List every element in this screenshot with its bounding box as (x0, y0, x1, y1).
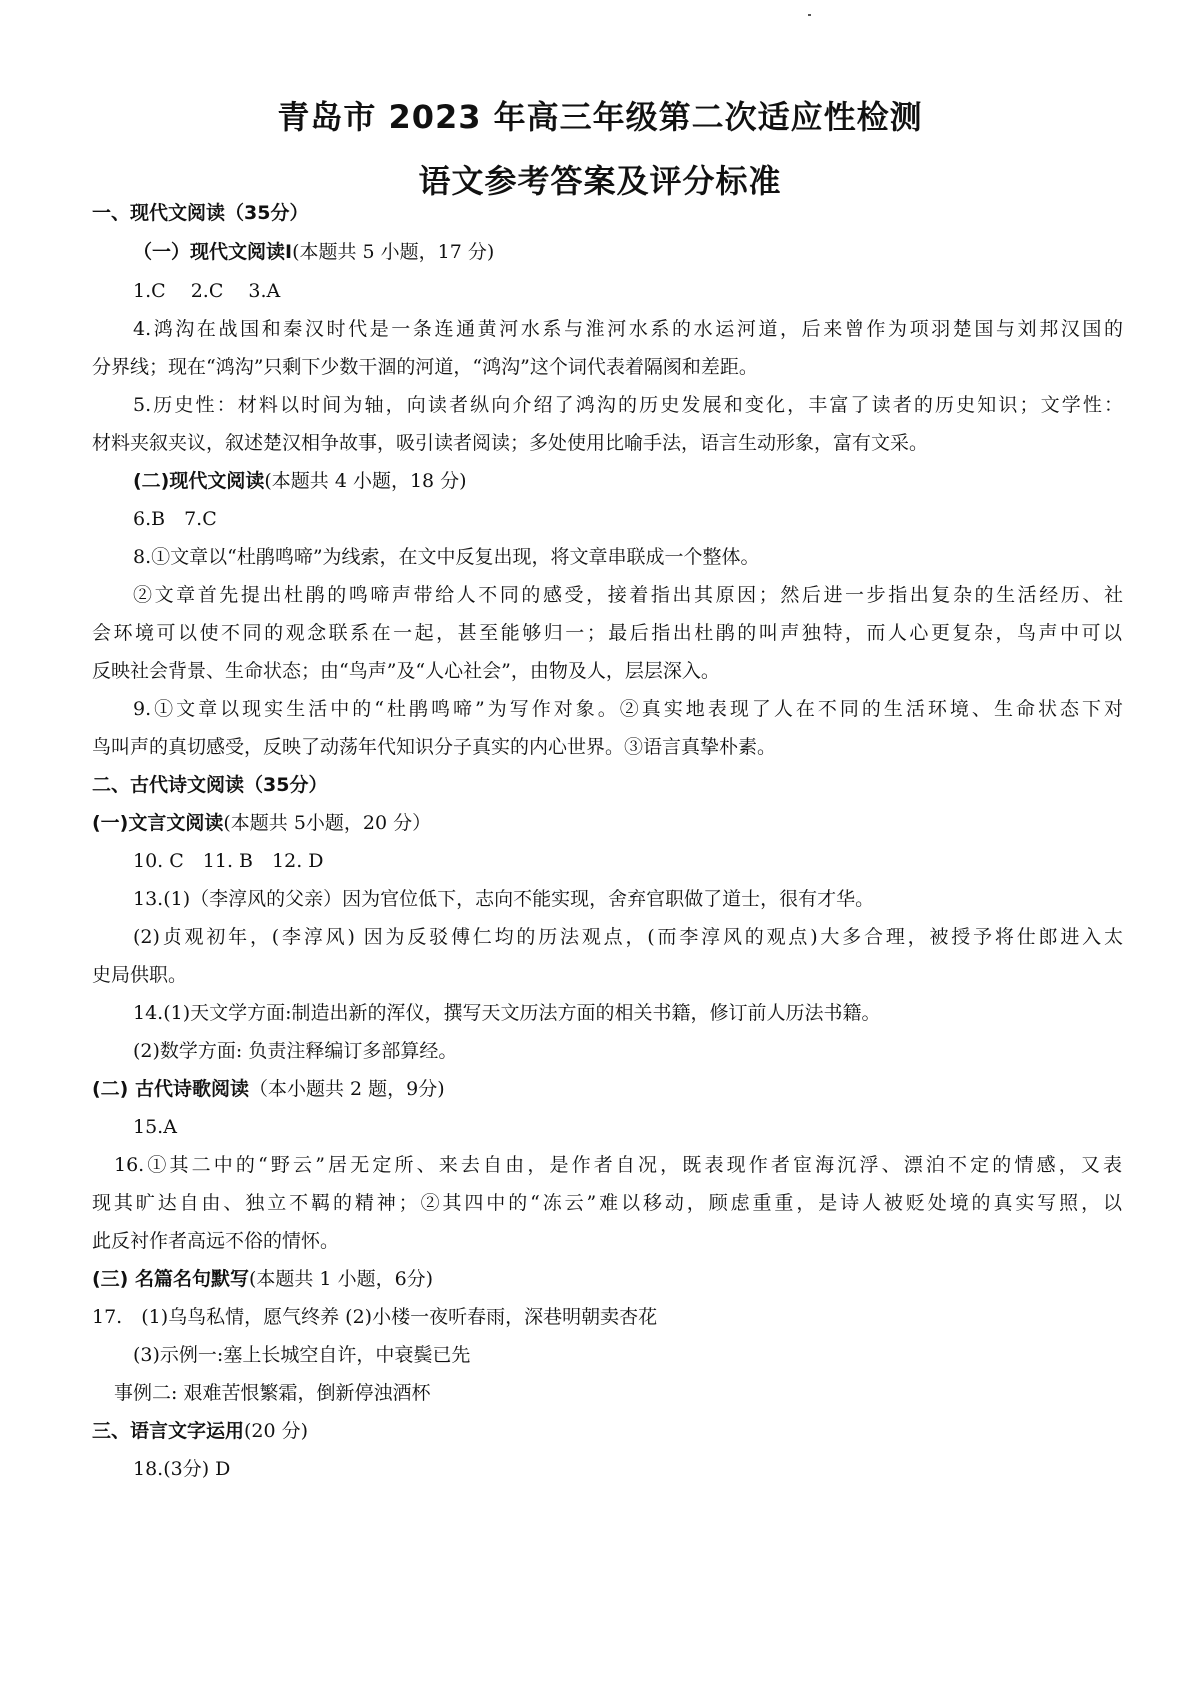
answer-17-line-2: (3)示例一:塞上长城空自许，中衰鬓已先 (133, 1344, 471, 1366)
answer-8-line-3: 会环境可以使不同的观念联系在一起，甚至能够归一；最后指出杜鹃的叫声独特，而人心更复杂，鸟声中可以 (92, 622, 1122, 644)
scan-speck (808, 14, 811, 16)
answer-14-line-2: (2)数学方面: 负责注释编订多部算经。 (133, 1040, 458, 1062)
answer-4-line-1: 4.鸿沟在战国和秦汉时代是一条连通黄河水系与淮河水系的水运河道，后来曾作为项羽楚国与刘邦汉国的 (133, 318, 1123, 340)
subsection-heading-2-1 (92, 810, 1122, 836)
answer-9-line-1: 9.①文章以现实生活中的“杜鹃鸣啼”为写作对象。②真实地表现了人在不同的生活环境、生命状态下对 (133, 698, 1123, 720)
subsection-heading-1-2 (133, 468, 1123, 494)
subsection-heading-2-3 (92, 1266, 1122, 1292)
answer-17-line-3: 事例二: 艰难苦恨繁霜，倒新停浊酒杯 (114, 1382, 431, 1404)
subsection-title: (二) 古代诗歌阅读 (92, 1078, 249, 1100)
answer-8-line-1: 8.①文章以“杜鹃鸣啼”为线索，在文中反复出现，将文章串联成一个整体。 (133, 546, 760, 568)
answer-4-line-2: 分界线；现在“鸿沟”只剩下少数干涸的河道，“鸿沟”这个词代表着隔阂和差距。 (92, 356, 758, 378)
answer-1-3: 1.C 2.C 3.A (133, 280, 281, 302)
answer-8-line-2: ②文章首先提出杜鹃的鸣啼声带给人不同的感受，接着指出其原因；然后进一步指出复杂的生活经历、社 (133, 584, 1123, 606)
answer-10-12: 10. C 11. B 12. D (133, 850, 324, 872)
answer-13-line-3: 史局供职。 (92, 964, 188, 986)
section-heading-1: 一、现代文阅读（35分） (92, 202, 309, 224)
subsection-title: (一)文言文阅读 (92, 812, 224, 834)
answer-15: 15.A (133, 1116, 177, 1138)
subsection-note: (本题共 5 小题，17 分) (292, 241, 495, 263)
document-title: 青岛市 2023 年高三年级第二次适应性检测 (277, 98, 923, 136)
answer-13-line-2: (2)贞观初年，(李淳风) 因为反驳傅仁均的历法观点，(而李淳风的观点)大多合理，被授予将仕郎进入太 (133, 926, 1123, 948)
answer-14-line-1: 14.(1)天文学方面:制造出新的浑仪，撰写天文历法方面的相关书籍，修订前人历法书籍。 (133, 1002, 881, 1024)
subsection-heading-1-1 (133, 239, 1123, 265)
answer-6-7: 6.B 7.C (133, 508, 217, 530)
answer-8-line-4: 反映社会背景、生命状态；由“鸟声”及“人心社会”，由物及人，层层深入。 (92, 660, 720, 682)
subsection-note: （本小题共 2 题，9分) (248, 1078, 445, 1100)
answer-17-line-1: 17. (1)乌鸟私情，愿气终养 (2)小楼一夜听春雨，深巷明朝卖杏花 (92, 1306, 658, 1328)
section-heading-2: 二、古代诗文阅读（35分） (92, 774, 328, 796)
subsection-title: (三) 名篇名句默写 (92, 1268, 249, 1290)
answer-18: 18.(3分) D (133, 1458, 231, 1480)
subsection-heading-2-2 (92, 1076, 1122, 1102)
answer-16-line-1: 16.①其二中的“野云”居无定所、来去自由，是作者自况，既表现作者宦海沉浮、漂泊不定的情感，又表 (114, 1154, 1122, 1176)
subsection-title: （一）现代文阅读Ⅰ (133, 241, 293, 263)
answer-16-line-3: 此反衬作者高远不俗的情怀。 (92, 1230, 340, 1252)
subsection-note: (本题共 1 小题，6分) (248, 1268, 434, 1290)
section-heading-3 (92, 1418, 1122, 1444)
section-title: 三、语言文字运用 (92, 1420, 245, 1442)
answer-16-line-2: 现其旷达自由、独立不羁的精神；②其四中的“冻云”难以移动，顾虑重重，是诗人被贬处境的真实写照，以 (92, 1192, 1122, 1214)
answer-5-line-2: 材料夹叙夹议，叙述楚汉相争故事，吸引读者阅读；多处使用比喻手法，语言生动形象，富有文采。 (92, 432, 929, 454)
document-subtitle: 语文参考答案及评分标准 (418, 162, 782, 200)
subsection-note: (本题共 4 小题，18 分) (264, 470, 467, 492)
subsection-note: (本题共 5小题，20 分） (223, 812, 432, 834)
answer-9-line-2: 鸟叫声的真切感受，反映了动荡年代知识分子真实的内心世界。③语言真挚朴素。 (92, 736, 777, 758)
answer-13-line-1: 13.(1)（李淳风的父亲）因为官位低下，志向不能实现，舍弃官职做了道士，很有才华。 (133, 888, 875, 910)
section-note: (20 分) (244, 1420, 309, 1442)
subsection-title: (二)现代文阅读 (133, 470, 265, 492)
answer-5-line-1: 5.历史性：材料以时间为轴，向读者纵向介绍了鸿沟的历史发展和变化，丰富了读者的历史知识；文学性： (133, 394, 1123, 416)
